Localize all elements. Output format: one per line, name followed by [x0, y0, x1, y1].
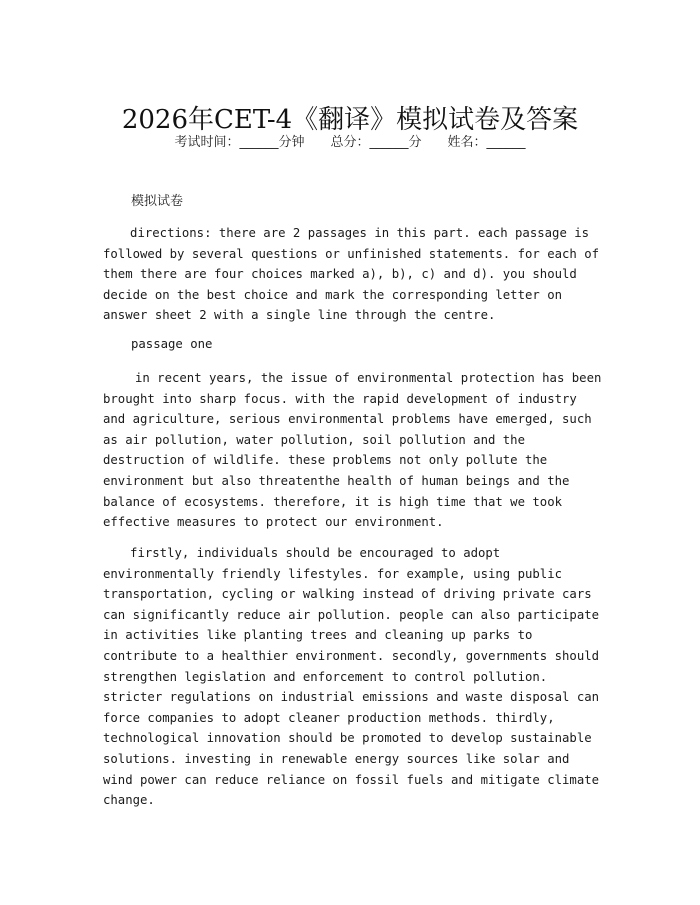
name-label: 姓名：______ — [447, 135, 526, 150]
exam-meta-line — [0, 131, 700, 150]
directions-paragraph: directions: there are 2 passages in this part. each passage is followed by several questions or unfinished statements. for each of them there are four choices marked a), b), c) and d). you should decide on the best choice and mark the corresponding letter on answer sheet 2 with a single line through the centre. — [103, 226, 600, 323]
passage-paragraph-1: in recent years, the issue of environmental protection has been brought into sharp focus. with the rapid development of industry and agriculture, serious environmental problems have emerged, such as air pollution, water pollution, soil pollution and the destruction of wildlife. these problems not only pollute the environment but also threatenthe health of human beings and the balance of ecosystems. therefore, it is high time that we took effective measures to protect our environment. — [103, 371, 602, 530]
total-score-label: 总分：______分 — [330, 135, 422, 150]
passage-paragraph-2: firstly, individuals should be encouraged to adopt environmentally friendly lifestyles. for example, using public transportation, cycling or walking instead of driving private cars can significantly reduce air pollution. people can also participate in activities like planting trees and cleaning up parks to contribute to a healthier environment. secondly, governments should strengthen legislation and enforcement to control pollution. stricter regulations on industrial emissions and waste disposal can force companies to adopt cleaner production methods. thirdly, technological innovation should be promoted to develop sustainable solutions. investing in renewable energy sources like solar and wind power can reduce reliance on fossil fuels and mitigate climate change. — [103, 546, 600, 808]
section-label: 模拟试卷 — [131, 194, 184, 209]
exam-time-label: 考试时间：______分钟 — [174, 135, 305, 150]
passage-label: passage one — [131, 337, 213, 351]
page-title: 2026年CET-4《翻译》模拟试卷及答案 — [121, 105, 579, 136]
